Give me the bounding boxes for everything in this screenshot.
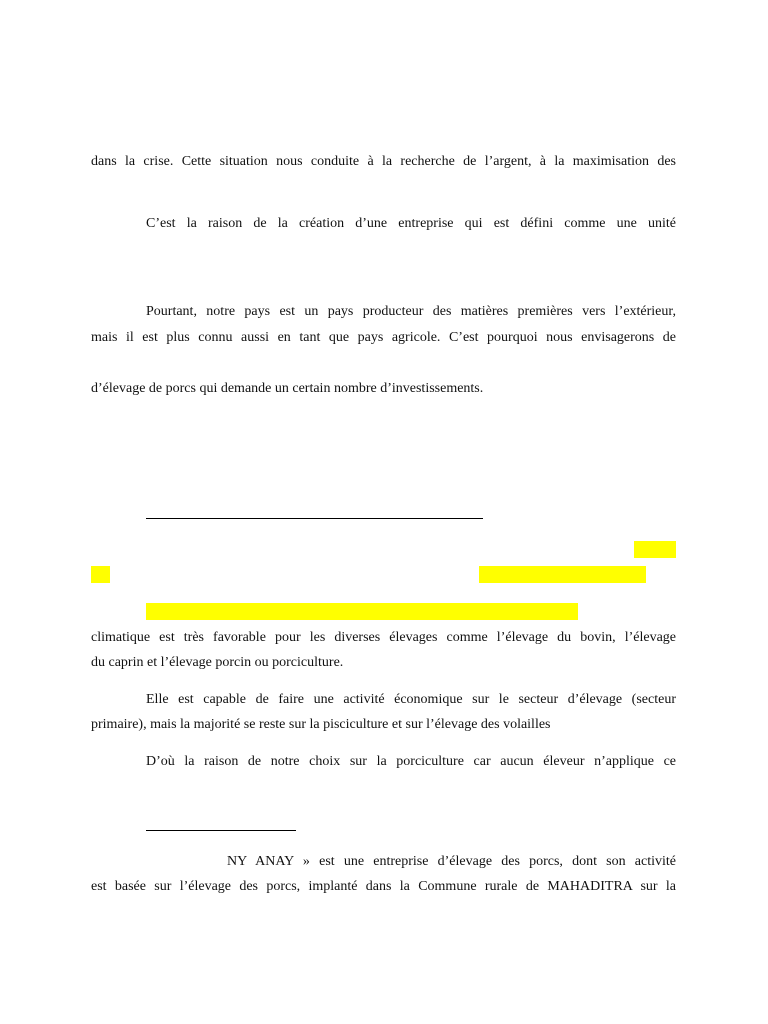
footnote-separator	[146, 830, 296, 831]
highlight-block-3	[479, 566, 646, 583]
text-line-11: NY ANAY » est une entreprise d’élevage des porcs, dont son activité	[227, 854, 676, 869]
text-line-1: dans la crise. Cette situation nous conduite à la recherche de l’argent, à la maximisation des	[91, 154, 676, 169]
section-underline	[146, 518, 483, 519]
text-line-5: d’élevage de porcs qui demande un certain nombre d’investissements.	[91, 381, 484, 396]
text-line-7: du caprin et l’élevage porcin ou porciculture.	[91, 655, 344, 670]
text-line-4: mais il est plus connu aussi en tant que pays agricole. C’est pourquoi nous envisagerons de	[91, 330, 676, 345]
text-line-9: primaire), mais la majorité se reste sur la pisciculture et sur l’élevage des volailles	[91, 717, 551, 732]
text-line-6: climatique est très favorable pour les diverses élevages comme l’élevage du bovin, l’élevage	[91, 630, 676, 645]
text-line-2: C’est la raison de la création d’une entreprise qui est défini comme une unité	[146, 216, 676, 231]
text-line-8: Elle est capable de faire une activité économique sur le secteur d’élevage (secteur	[146, 692, 676, 707]
text-line-10: D’où la raison de notre choix sur la porciculture car aucun éleveur n’applique ce	[146, 754, 676, 769]
text-line-12: est basée sur l’élevage des porcs, implanté dans la Commune rurale de MAHADITRA sur la	[91, 879, 676, 894]
highlight-block-4	[146, 603, 578, 620]
highlight-block-1	[634, 541, 676, 558]
text-line-3: Pourtant, notre pays est un pays producteur des matières premières vers l’extérieur,	[146, 304, 676, 319]
highlight-block-2	[91, 566, 110, 583]
